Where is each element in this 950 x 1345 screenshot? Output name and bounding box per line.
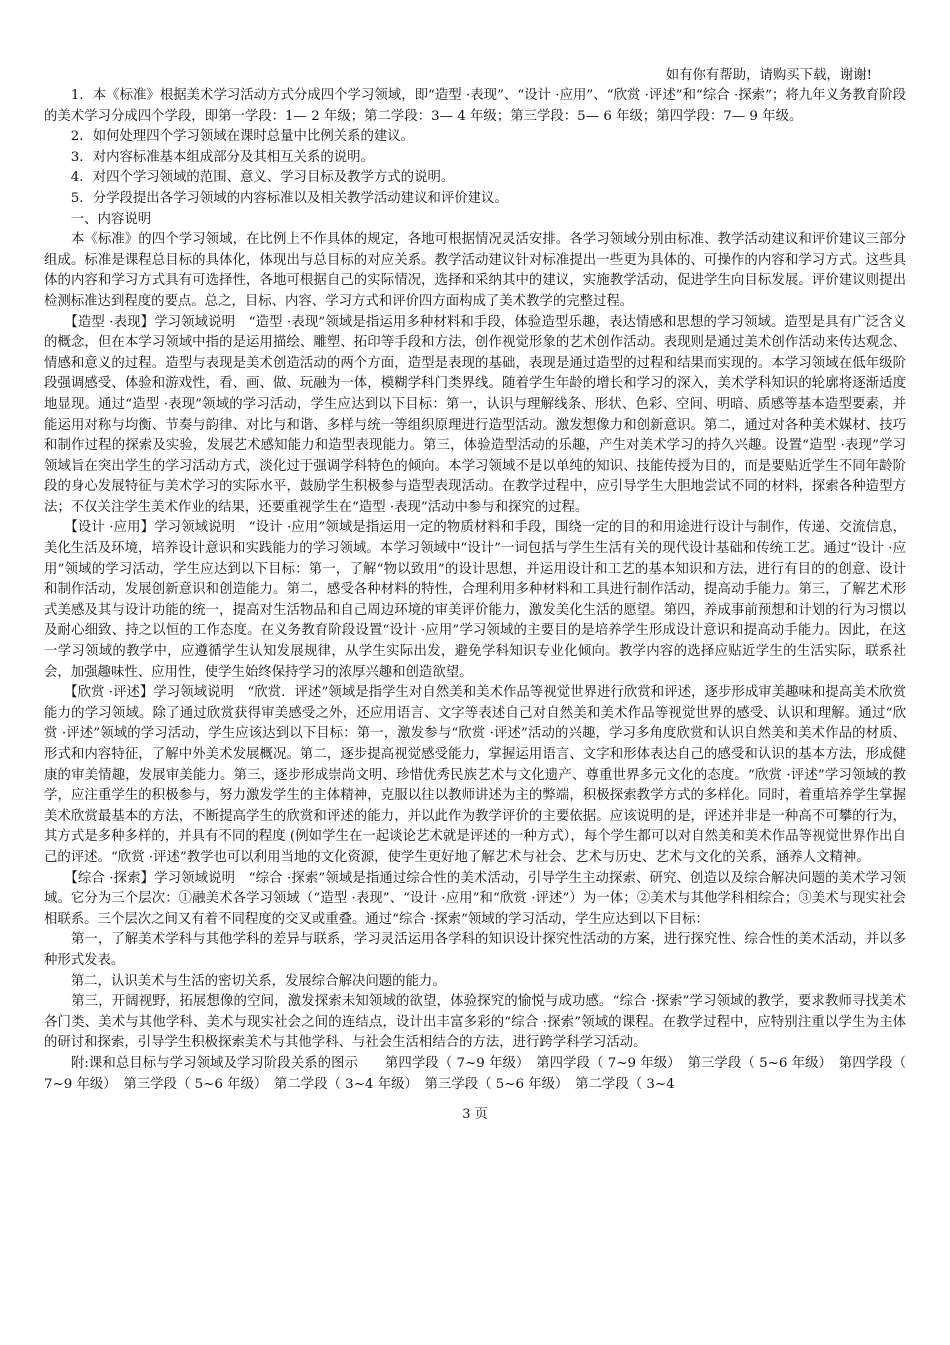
paragraph-xinshang: 【欣赏 ·评述】学习领域说明 “欣赏．评述”领域是指学生对自然美和美术作品等视觉世界进行欣赏和评述，逐步形成审美趣味和提高美术欣赏能力的学习领域。除了通过欣赏获得审美感受之外，还应用语言、文字等表述自己对自然美和美术作品等视觉世界的感受、认识和理解。通过“欣赏 ·评述”领域的学习活动，学生应该达到以下目标：第一，激发参与“欣赏 ·评述”活动的兴趣，学习多角度欣赏和认识自然美和美术作品的材质、形式和内容特征，了解中外美术发展概况。第二，逐步提高视觉感受能力，掌握运用语言、文字和形体表达自己的感受和认识的基本方法，形成健康的审美情趣，发展审美能力。第三，逐步形成崇尚文明、珍惜优秀民族艺术与文化遗产、尊重世界多元文化的态度。“欣赏 ·评述”学习领域的教学，应注重学生的积极参与，努力激发学生的主体精神，克服以往以教师讲述为主的弊端，积极探索教学方式的多样化。同时，着重培养学生掌握美术欣赏最基本的方法，不断提高学生的欣赏和评述的能力，并以此作为教学评价的主要依据。应该说明的是，评述并非是一种高不可攀的行为，其方式是多种多样的，并具有不同的程度 (例如学生在一起谈论艺术就是评述的一种方式），每个学生都可以对自然美和美术作品等视觉世界作出自己的评述。“欣赏 ·评述”教学也可以利用当地的文化资源，使学生更好地了解艺术与社会、艺术与历史、艺术与文化的关系，涵养人文精神。 bbox=[44, 685, 906, 865]
page-number: 3 页 bbox=[462, 1107, 488, 1123]
paragraph-goal-2: 第二，认识美术与生活的密切关系，发展综合解决问题的能力。 bbox=[44, 973, 446, 989]
paragraph-zaoxing: 【造型 ·表现】学习领域说明 “造型 ·表现”领域是指运用多种材料和手段，体验造型乐趣，表达情感和思想的学习领域。造型是具有广泛含义的概念，但在本学习领域中指的是运用描绘、雕塑、拓印等手段和方法，创作视觉形象的艺术创作活动。表现则是通过美术创作活动来传达观念、情感和意义的过程。造型与表现是美术创造活动的两个方面，造型是表现的基础，表现是通过造型的过程和结果而实现的。本学习领域在低年级阶段强调感受、体验和游戏性，看、画、做、玩融为一体，模糊学科门类界线。随着学生年龄的增长和学习的深入，美术学科知识的轮廓将逐渐适度地显现。通过“造型 ·表现”领域的学习活动，学生应达到以下目标：第一，认识与理解线条、形状、色彩、空间、明暗、质感等基本造型要素，并能运用对称与均衡、节奏与韵律、对比与和谐、多样与统一等组织原理进行造型活动。激发想像力和创新意识。第二，通过对各种美术媒材、技巧和制作过程的探索及实验，发展艺术感知能力和造型表现能力。第三，体验造型活动的乐趣，产生对美术学习的持久兴趣。设置“造型 ·表现”学习领域旨在突出学生的学习活动方式，淡化过于强调学科特色的倾向。本学习领域不是以单纯的知识、技能传授为目的，而是要贴近学生不同年龄阶段的身心发展特征与美术学习的实际水平，鼓励学生积极参与造型表现活动。在教学过程中，应引导学生大胆地尝试不同的材料，探索各种造型方法；不仅关注学生美术作业的结果，还要重视学生在“造型 ·表现”活动中参与和探究的过程。 bbox=[44, 314, 906, 515]
paragraph-goal-1: 第一，了解美术学科与其他学科的差异与联系，学习灵活运用各学科的知识设计探究性活动的方案，进行探究性、综合性的美术活动，并以多种形式发表。 bbox=[44, 932, 906, 968]
paragraph-sheji: 【设计 ·应用】学习领域说明 “设计 ·应用”领域是指运用一定的物质材料和手段，围绕一定的目的和用途进行设计与制作，传递、交流信息，美化生活及环境，培养设计意识和实践能力的学习领域。本学习领域中“设计”一词包括与学生生活有关的现代设计基础和传统工艺。通过“设计 ·应用”领域的学习活动，学生应达到以下目标：第一，了解“物以致用”的设计思想，并运用设计和工艺的基本知识和方法，进行有目的的创意、设计和制作活动，发展创新意识和创造能力。第二，感受各种材料的特性，合理利用多种材料和工具进行制作活动，提高动手能力。第三，了解艺术形式美感及其与设计功能的统一，提高对生活物品和自己周边环境的审美评价能力，激发美化生活的愿望。第四，养成事前预想和计划的行为习惯以及耐心细致、持之以恒的工作态度。在义务教育阶段设置“设计 ·应用”学习领域的主要目的是培养学生形成设计意识和提高动手能力。因此，在这一学习领域的教学中，应遵循学生认知发展规律，从学生实际出发，避免学科知识专业化倾向。教学内容的选择应贴近学生的生活实际，联系社会，加强趣味性、应用性，使学生始终保持学习的浓厚兴趣和创造欲望。 bbox=[44, 520, 906, 680]
paragraph-3: 3．对内容标准基本组成部分及其相互关系的说明。 bbox=[44, 149, 374, 165]
paragraph-1: 1．本《标准》根据美术学习活动方式分成四个学习领域，即“造型 ·表现”、“设计 ·应用”、“欣赏 ·评述”和“综合 ·探索”；将九年义务教育阶段的美术学习分成四个学段，即第一学段：1— 2 年级；第二学段：3— 4 年级；第三学段：5— 6 年级；第四学段：7— 9 年级。 bbox=[44, 88, 906, 124]
header-note: 如有你有帮助，请购买下载，谢谢! bbox=[665, 68, 872, 83]
paragraph-intro: 本《标准》的四个学习领域，在比例上不作具体的规定，各地可根据情况灵活安排。各学习领域分别由标准、教学活动建议和评价建议三部分组成。标准是课程总目标的具体化，体现出与总目标的对应关系。教学活动建议针对标准提出一些更为具体的、可操作的内容和学习方式。这些具体的内容和学习方式具有可选择性，各地可根据自己的实际情况，选择和采纳其中的建议，实施教学活动，促进学生向目标发展。评价建议则提出检测标准达到程度的要点。总之，目标、内容、学习方式和评价四方面构成了美术教学的完整过程。 bbox=[44, 232, 906, 309]
paragraph-2: 2．如何处理四个学习领域在课时总量中比例关系的建议。 bbox=[44, 129, 415, 145]
paragraph-goal-3: 第三，开阔视野，拓展想像的空间，激发探索未知领域的欲望，体验探究的愉悦与成功感。“综合 ·探索”学习领域的教学，要求教师寻找美术各门类、美术与其他学科、美术与现实社会之间的连结点，设计出丰富多彩的“综合 ·探索”领域的课程。在教学过程中，应特别注重以学生为主体的研讨和探索，引导学生积极探索美术与其他学科、与社会生活相结合的方法，进行跨学科学习活动。 bbox=[44, 994, 906, 1051]
document-page bbox=[44, 66, 906, 1122]
paragraph-4: 4．对四个学习领域的范围、意义、学习目标及教学方式的说明。 bbox=[44, 170, 455, 186]
paragraph-zonghe: 【综合 ·探索】学习领域说明 “综合 ·探索”领域是指通过综合性的美术活动，引导学生主动探索、研究、创造以及综合解决问题的美术学习领域。它分为三个层次：①融美术各学习领域（“造型 ·表现”、“设计 ·应用”和“欣赏 ·评述”）为一体；②美术与其他学科相综合；③美术与现实社会相联系。三个层次之间又有着不同程度的交叉或重叠。通过“综合 ·探索”领域的学习活动，学生应达到以下目标： bbox=[44, 870, 906, 927]
section-heading: 一、内容说明 bbox=[44, 211, 152, 227]
paragraph-5: 5．分学段提出各学习领域的内容标准以及相关教学活动建议和评价建议。 bbox=[44, 190, 508, 206]
paragraph-appendix: 附:课和总目标与学习领域及学习阶段关系的图示 第四学段（ 7~9 年级） 第四学段（ 7~9 年级） 第三学段（ 5~6 年级） 第四学段（ 7~9 年级） 第三学段（ 5~6 年级） 第二学段（ 3~4 年级） 第三学段（ 5~6 年级） 第二学段（ 3~4 bbox=[44, 1055, 906, 1092]
